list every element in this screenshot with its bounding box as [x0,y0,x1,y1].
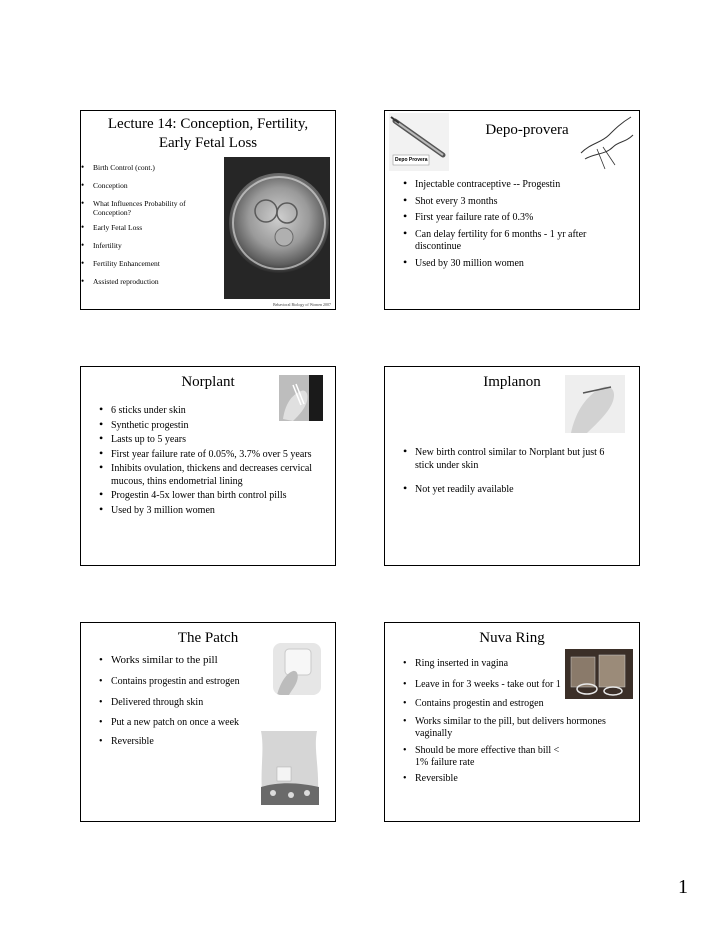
bullet-item: • Injectable contraceptive -- Progestin [403,179,633,192]
bullet-item: • Used by 30 million women [403,258,633,271]
slide-norplant [80,366,336,566]
bullet-list [81,163,211,295]
slide-title-line-1: Lecture 14: Conception, Fertility, [107,116,309,132]
slide-title: Norplant [181,374,235,390]
hand-sketch [575,113,637,175]
bullet-item: • Inhibits ovulation, thickens and decreases cervical mucous, thins endometrial lining [99,463,329,488]
bullet-item: • Put a new patch on once a week [99,717,251,729]
bullet-list [403,657,635,785]
bullet-item: • Synthetic progestin [99,420,329,433]
bullet-item: • Early Fetal Loss [81,223,211,232]
bullet-item: • Progestin 4-5x lower than birth control pills [99,490,329,503]
bullet-item: • Works similar to the pill, but delivers hormones vaginally [403,716,635,741]
bullet-item: • Birth Control (cont.) [81,163,211,172]
bullet-list [99,405,329,521]
bullet-item: • Delivered through skin [99,696,279,709]
page-number: 1 [678,876,688,898]
patch-photo [273,643,321,695]
depo-provera-image-label: Depo Provera [395,157,428,163]
bullet-list [403,179,633,274]
slide-footer: Behavioral Biology of Women 2007 [272,302,331,307]
bullet-item: • Used by 3 million women [99,505,329,518]
bullet-item: • 6 sticks under skin [99,405,329,418]
bullet-item: • Leave in for 3 weeks - take out for 1 [403,679,565,692]
slide-nuva-ring [384,622,640,822]
bullet-item: • Fertility Enhancement [81,259,211,268]
slide-title [81,115,335,153]
slide-the-patch [80,622,336,822]
slide-lecture-14 [80,110,336,310]
bullet-item: • Lasts up to 5 years [99,434,329,447]
bullet-item: • First year failure rate of 0.05%, 3.7% over 5 years [99,449,329,462]
bullet-item: • Should be more effective than bill < 1% failure rate [403,745,565,770]
bullet-list [403,447,623,501]
slide-title: The Patch [177,630,239,646]
bullet-item: • Ring inserted in vagina [403,657,635,670]
bullet-item: • Not yet readily available [403,484,623,497]
bullet-item: • New birth control similar to Norplant but just 6 stick under skin [403,447,623,472]
slide-depo-provera [384,110,640,310]
bullet-item: • Works similar to the pill [99,653,279,667]
slide-title: Depo-provera [485,122,569,138]
slide-implanon [384,366,640,566]
embryo-photo [224,157,330,299]
bullet-item: • Reversible [99,735,279,748]
bullet-list [99,653,279,748]
slide-title-line-2: Early Fetal Loss [158,135,258,151]
slide-title: Nuva Ring [479,630,545,646]
bullet-item: • Contains progestin and estrogen [403,697,635,710]
slide-title: Implanon [483,374,541,390]
implanon-photo [565,375,625,433]
bullet-item: • Shot every 3 months [403,196,633,209]
bullet-item: • Assisted reproduction [81,277,211,286]
bullet-item: • Can delay fertility for 6 months - 1 yr after discontinue [403,229,633,254]
bullet-item: • Reversible [403,772,635,785]
bullet-item: • First year failure rate of 0.3% [403,212,633,225]
bullet-item: • Infertility [81,241,211,250]
bullet-item: • Contains progestin and estrogen [99,675,279,688]
bullet-item: • Conception [81,181,211,190]
bullet-item: • What Influences Probability of Conception? [81,199,211,217]
